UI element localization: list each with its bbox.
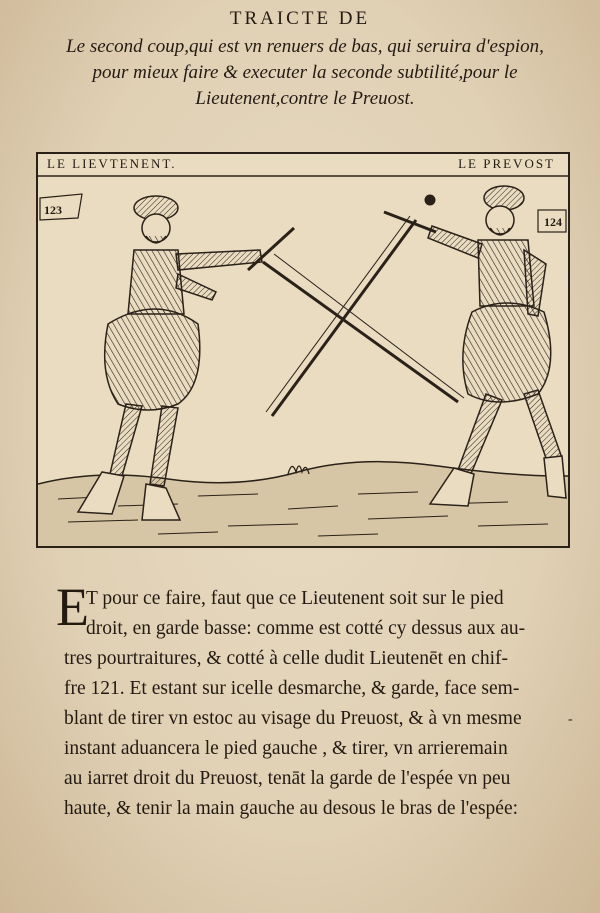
lieutenent-figure xyxy=(78,196,262,520)
running-head: TRAICTE DE xyxy=(229,8,371,29)
figure-number-right: 124 xyxy=(544,215,562,229)
text-line: T pour ce faire, faut que ce Lieutenent soit sur le pied xyxy=(86,588,504,609)
text-line: instant aduancera le pied gauche , & tirer, vn arrieremain xyxy=(64,738,508,759)
caption-line: pour mieux faire & executer la seconde subtilité,pour le xyxy=(92,62,518,83)
woodcut-illustration xyxy=(36,152,570,548)
prevost-figure xyxy=(428,186,566,506)
woodcut-drawing xyxy=(38,154,568,546)
label-lieutenent: LE LIEVTENENT. xyxy=(44,156,180,172)
caption-line: Le second coup,qui est vn renuers de bas, qui seruira d'espion, xyxy=(66,36,544,57)
margin-mark: - xyxy=(568,712,573,727)
text-line: tres pourtraitures, & cotté à celle dudit Lieutenēt en chif- xyxy=(64,648,508,669)
text-line: fre 121. Et estant sur icelle desmarche, & garde, face sem- xyxy=(64,678,520,699)
label-prevost: LE PREVOST xyxy=(455,156,558,172)
text-line: haute, & tenir la main gauche au desous le bras de l'espée: xyxy=(64,798,519,819)
figure-caption xyxy=(60,34,550,112)
text-line: blant de tirer vn estoc au visage du Preuost, & à vn mesme xyxy=(64,708,522,729)
body-paragraph xyxy=(64,584,564,824)
caption-line: Lieutenent,contre le Preuost. xyxy=(195,88,415,109)
text-line: au iarret droit du Preuost, tenāt la garde de l'espée vn peu xyxy=(64,768,511,789)
drop-cap: E xyxy=(56,577,89,637)
text-line: droit, en garde basse: comme est cotté cy dessus aux au- xyxy=(86,618,526,639)
figure-number-left: 123 xyxy=(44,203,62,217)
